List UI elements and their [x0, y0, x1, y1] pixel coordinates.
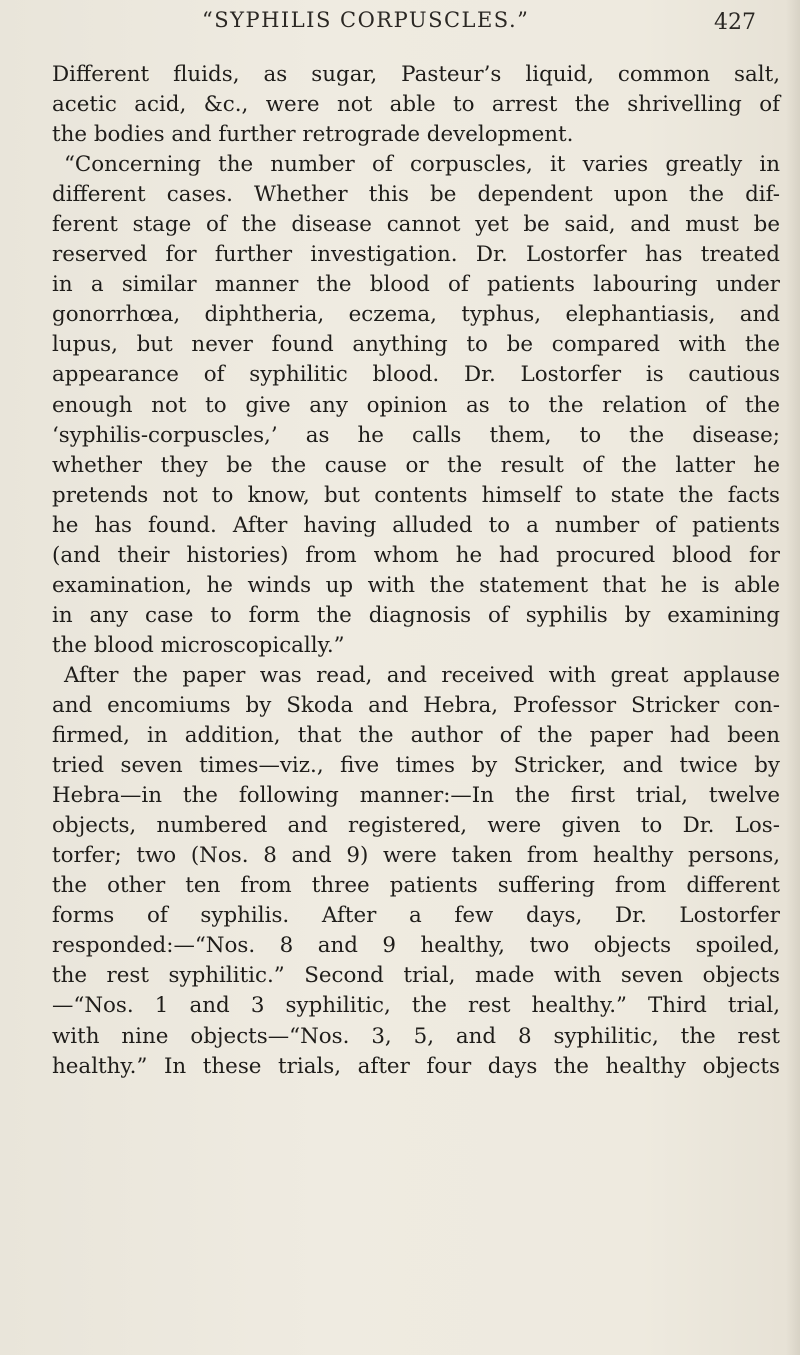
text-line: enough not to give any opinion as to the relation of the [52, 392, 780, 418]
page-number: 427 [714, 10, 756, 35]
text-line: Hebra—in the following manner:—In the first trial, twelve [52, 783, 780, 809]
text-line: he has found. After having alluded to a number of patients [52, 512, 780, 538]
text-line: tried seven times—viz., five times by Stricker, and twice by [52, 753, 780, 779]
text-line: the other ten from three patients suffering from different [52, 873, 780, 899]
text-line: responded:—“Nos. 8 and 9 healthy, two objects spoiled, [52, 933, 780, 959]
text-line: (and their histories) from whom he had procured blood for [52, 542, 780, 568]
text-line: acetic acid, &c., were not able to arrest the shrivelling of [52, 92, 780, 118]
text-line: reserved for further investigation. Dr. Lostorfer has treated [52, 242, 780, 268]
text-line: with nine objects—“Nos. 3, 5, and 8 syphilitic, the rest [52, 1023, 780, 1049]
text-line: objects, numbered and registered, were given to Dr. Los- [52, 813, 780, 839]
text-line: “Concerning the number of corpuscles, it varies greatly in [64, 152, 780, 178]
text-line: torfer; two (Nos. 8 and 9) were taken from healthy persons, [52, 843, 780, 869]
text-line: After the paper was read, and received with great applause [64, 662, 780, 688]
text-line: —“Nos. 1 and 3 syphilitic, the rest healthy.” Third trial, [52, 993, 780, 1019]
text-line: in a similar manner the blood of patients labouring under [52, 272, 780, 298]
running-head: “SYPHILIS CORPUSCLES.” [202, 8, 530, 32]
text-line: firmed, in addition, that the author of the paper had been [52, 723, 780, 749]
text-line: and encomiums by Skoda and Hebra, Professor Stricker con- [52, 692, 780, 718]
text-line: different cases. Whether this be dependent upon the dif- [52, 182, 780, 208]
text-line: Different fluids, as sugar, Pasteur’s liquid, common salt, [52, 62, 780, 87]
page-edge-shadow [786, 0, 800, 1355]
text-line: ferent stage of the disease cannot yet be said, and must be [52, 212, 780, 238]
text-line: forms of syphilis. After a few days, Dr. Lostorfer [52, 903, 780, 929]
text-line: pretends not to know, but contents himself to state the facts [52, 482, 780, 508]
text-line: gonorrhœa, diphtheria, eczema, typhus, elephantiasis, and [52, 302, 780, 328]
text-line: the rest syphilitic.” Second trial, made with seven objects [52, 963, 780, 989]
body-text [52, 60, 780, 1082]
text-line: the blood microscopically.” [52, 632, 345, 658]
text-line: the bodies and further retrograde development. [52, 122, 574, 148]
text-line: examination, he winds up with the statement that he is able [52, 572, 780, 598]
text-line: healthy.” In these trials, after four days the healthy objects [52, 1053, 780, 1079]
text-line: ‘syphilis-corpuscles,’ as he calls them, to the disease; [52, 422, 780, 448]
text-line: lupus, but never found anything to be compared with the [52, 332, 780, 358]
page-header [0, 8, 800, 48]
text-line: in any case to form the diagnosis of syphilis by examining [52, 602, 780, 628]
text-line: appearance of syphilitic blood. Dr. Lostorfer is cautious [52, 362, 780, 388]
text-line: whether they be the cause or the result of the latter he [52, 452, 780, 478]
